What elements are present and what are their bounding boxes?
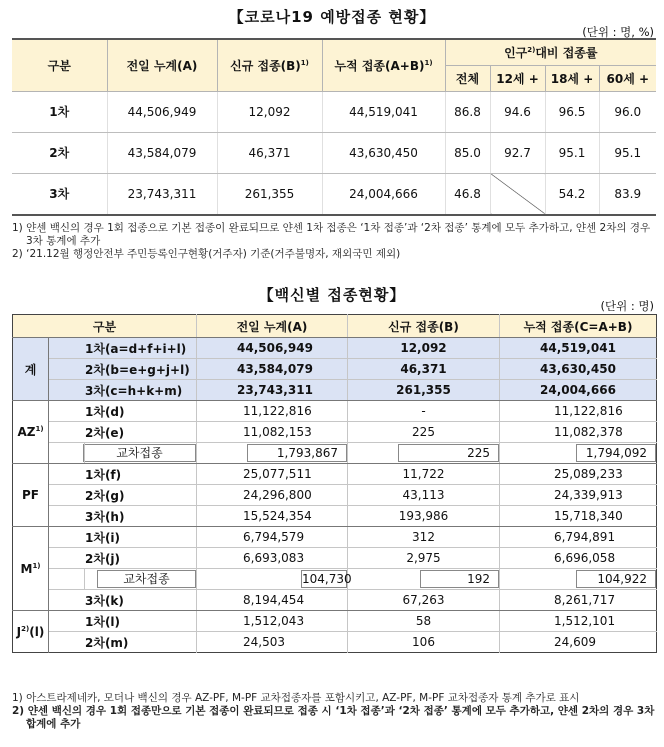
vaccine-type-table <box>12 314 657 653</box>
dose-label: 2차(b=e+g+j+l) <box>49 359 197 380</box>
prev-value: 24,503 <box>197 632 348 653</box>
rate-60: 95.1 <box>599 132 656 173</box>
cum-value: 15,718,340 <box>500 506 657 527</box>
table-row <box>13 527 657 548</box>
new-value: 261,355 <box>348 380 500 401</box>
new-value: - <box>348 401 500 422</box>
cum-value: 24,339,913 <box>500 485 657 506</box>
dose-label: 3차(c=h+k+m) <box>49 380 197 401</box>
dose-label: 1차(d) <box>49 401 197 422</box>
new-value: 312 <box>348 527 500 548</box>
prev-value: 23,743,311 <box>107 173 217 215</box>
header-prev-total: 전일 누계(A) <box>107 39 217 91</box>
cum-value: 43,630,450 <box>500 359 657 380</box>
row-label: 2차 <box>12 132 107 173</box>
cross-label: 교차접종 <box>83 444 196 462</box>
table-row <box>13 359 657 380</box>
new-value: 12,092 <box>348 338 500 359</box>
new-value: 58 <box>348 611 500 632</box>
header-population-rate: 인구$^{2)}$대비 접종률 <box>445 39 656 65</box>
table2-unit: (단위 : 명) <box>600 299 654 313</box>
header-cumulative: 누적 접종$(A+B)^{1)}$ <box>322 39 445 91</box>
header-new: 신규 접종(B) <box>348 315 500 338</box>
table-row <box>13 464 657 485</box>
rate-60: 83.9 <box>599 173 656 215</box>
new-value: 11,722 <box>348 464 500 485</box>
dose-label: 1차(a=d+f+i+l) <box>49 338 197 359</box>
header-12plus: 12세 + <box>490 65 545 91</box>
cum-value: 25,089,233 <box>500 464 657 485</box>
new-value: 67,263 <box>348 590 500 611</box>
vaccination-status-table <box>12 38 656 216</box>
prev-value: 44,506,949 <box>197 338 348 359</box>
table1-unit: (단위 : 명, %) <box>582 25 654 39</box>
new-value: 225 <box>348 422 500 443</box>
header-all: 전체 <box>445 65 490 91</box>
new-value: 46,371 <box>217 132 322 173</box>
cum-value: 6,794,891 <box>500 527 657 548</box>
cross-prev: 1,793,867 <box>247 444 347 462</box>
cum-value: 24,004,666 <box>500 380 657 401</box>
cum-value: 44,519,041 <box>322 91 445 132</box>
table1-title: 【코로나19 예방접종 현황】 <box>228 8 436 26</box>
cum-value: 44,519,041 <box>500 338 657 359</box>
cross-row <box>13 443 657 464</box>
group-m-label: $M^{1)}$ <box>13 527 49 611</box>
row-label: 3차 <box>12 173 107 215</box>
cross-prev: 104,730 <box>302 572 352 586</box>
dose-label: 1차(f) <box>49 464 197 485</box>
rate-12-empty <box>490 173 545 215</box>
table1-notes <box>12 222 656 261</box>
new-value: 43,113 <box>348 485 500 506</box>
table-row <box>13 485 657 506</box>
new-value: 261,355 <box>217 173 322 215</box>
rate-all: 46.8 <box>445 173 490 215</box>
prev-value: 43,584,079 <box>107 132 217 173</box>
prev-value: 11,082,153 <box>197 422 348 443</box>
rate-60: 96.0 <box>599 91 656 132</box>
cross-label: 교차접종 <box>97 570 196 588</box>
new-value: 46,371 <box>348 359 500 380</box>
footnote: 2) ‘21.12월 행정안전부 주민등록인구현황(거주자) 기준(거주불명자, 재외국민 제외) <box>12 248 401 260</box>
group-az-label: AZ$^{1)}$ <box>13 401 49 464</box>
table-row <box>13 422 657 443</box>
new-value: 12,092 <box>217 91 322 132</box>
cross-new: 192 <box>420 570 499 588</box>
table-row <box>13 401 657 422</box>
group-pf-label: PF <box>13 464 49 527</box>
dose-label: 2차(g) <box>49 485 197 506</box>
rate-18: 96.5 <box>545 91 599 132</box>
header-new: 신규 접종$(B)^{1)}$ <box>217 39 322 91</box>
header-cumulative: 누적 접종(C=A+B) <box>500 315 657 338</box>
group-total-label: 계 <box>13 338 49 401</box>
header-prev-total: 전일 누계(A) <box>197 315 348 338</box>
cross-cum: 104,922 <box>576 570 656 588</box>
rate-all: 86.8 <box>445 91 490 132</box>
table-row <box>12 173 656 215</box>
header-category: 구분 <box>13 315 197 338</box>
cum-value: 43,630,450 <box>322 132 445 173</box>
table-row <box>13 590 657 611</box>
cum-value: 6,696,058 <box>500 548 657 569</box>
prev-value: 25,077,511 <box>197 464 348 485</box>
table-row <box>12 132 656 173</box>
header-18plus: 18세 + <box>545 65 599 91</box>
prev-value: 6,693,083 <box>197 548 348 569</box>
new-value: 193,986 <box>348 506 500 527</box>
group-j-label: $J^{2)}(l)$ <box>13 611 49 653</box>
dose-label: 1차(l) <box>49 611 197 632</box>
prev-value: 43,584,079 <box>197 359 348 380</box>
footnote: 2) 얀센 백신의 경우 1회 접종만으로 기본 접종이 완료되므로 접종 시 ‘1차 접종’과 ‘2차 접종’ 통계에 모두 추가하고, 얀센 2차의 경우 3차 합계에 추가 <box>12 705 655 730</box>
dose-label: 2차(j) <box>49 548 197 569</box>
header-category: 구분 <box>12 39 107 91</box>
table-row <box>13 338 657 359</box>
prev-value: 44,506,949 <box>107 91 217 132</box>
prev-value: 24,296,800 <box>197 485 348 506</box>
table-row <box>13 380 657 401</box>
dose-label: 1차(i) <box>49 527 197 548</box>
rate-12: 94.6 <box>490 91 545 132</box>
cross-cum: 1,794,092 <box>576 444 656 462</box>
prev-value: 11,122,816 <box>197 401 348 422</box>
dose-label: 3차(h) <box>49 506 197 527</box>
cum-value: 11,082,378 <box>500 422 657 443</box>
table2-title: 【백신별 접종현황】 <box>258 286 406 304</box>
cum-value: 1,512,101 <box>500 611 657 632</box>
header-60plus: 60세 + <box>599 65 656 91</box>
prev-value: 1,512,043 <box>197 611 348 632</box>
dose-label: 2차(m) <box>49 632 197 653</box>
rate-18: 54.2 <box>545 173 599 215</box>
cross-new: 225 <box>398 444 499 462</box>
row-label: 1차 <box>12 91 107 132</box>
footnote: 1) 얀센 백신의 경우 1회 접종으로 기본 접종이 완료되므로 얀센 1차 접종은 ‘1차 접종’과 ‘2차 접종’ 통계에 모두 추가하고, 얀센 2차의 경우 3차 통계에 추가 <box>12 222 651 247</box>
footnote: 1) 아스트라제네카, 모더나 백신의 경우 AZ-PF, M-PF 교차접종자를 포함시키고, AZ-PF, M-PF 교차접종자 통계 추가로 표시 <box>12 692 580 704</box>
new-value: 106 <box>348 632 500 653</box>
new-value: 2,975 <box>348 548 500 569</box>
rate-all: 85.0 <box>445 132 490 173</box>
dose-label: 2차(e) <box>49 422 197 443</box>
table2-notes <box>12 692 656 731</box>
table-row <box>13 548 657 569</box>
cum-value: 8,261,717 <box>500 590 657 611</box>
rate-12: 92.7 <box>490 132 545 173</box>
rate-18: 95.1 <box>545 132 599 173</box>
prev-value: 23,743,311 <box>197 380 348 401</box>
cum-value: 11,122,816 <box>500 401 657 422</box>
cross-row <box>13 569 657 590</box>
table-row <box>13 611 657 632</box>
table-row <box>13 632 657 653</box>
cum-value: 24,609 <box>554 635 596 649</box>
prev-value: 8,194,454 <box>197 590 348 611</box>
dose-label: 3차(k) <box>49 590 197 611</box>
prev-value: 6,794,579 <box>197 527 348 548</box>
prev-value: 15,524,354 <box>197 506 348 527</box>
table-row <box>12 91 656 132</box>
table-row <box>13 506 657 527</box>
cum-value: 24,004,666 <box>322 173 445 215</box>
